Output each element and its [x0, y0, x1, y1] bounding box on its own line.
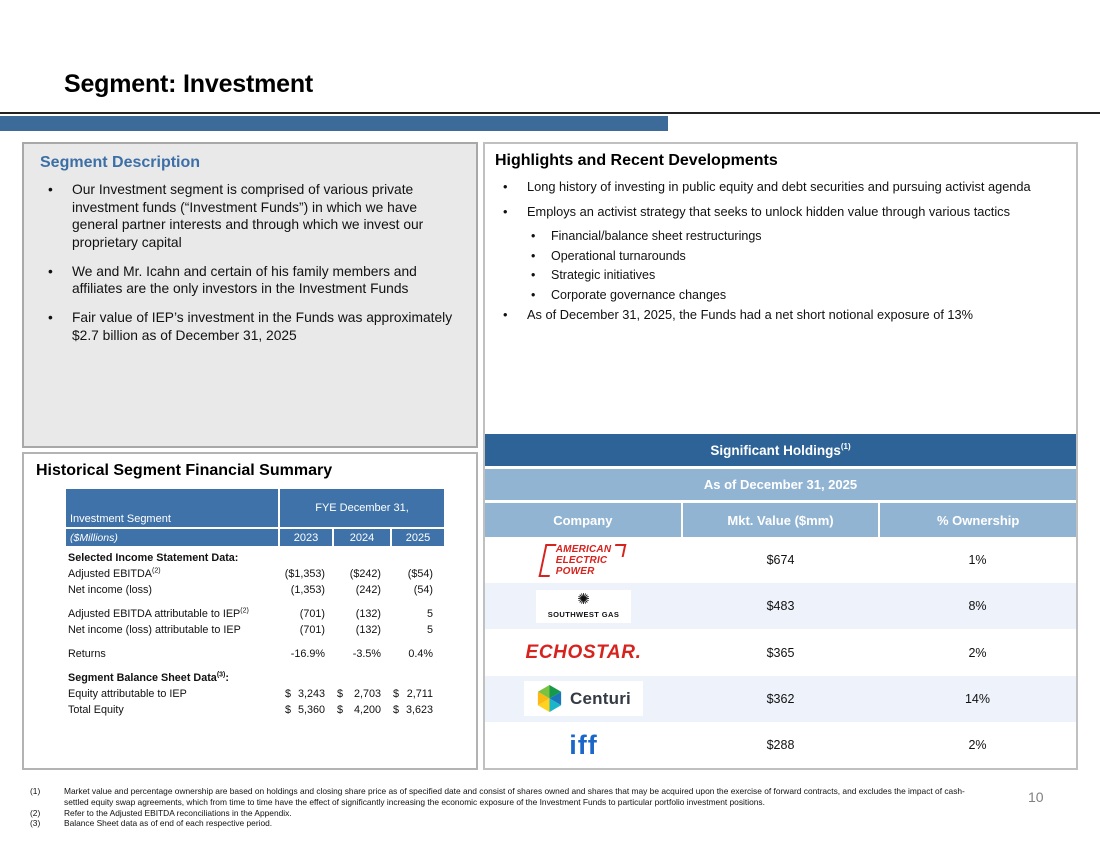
financial-table-row	[66, 606, 444, 622]
financial-value-cell: (242)	[355, 584, 381, 596]
footnote-text: Market value and percentage ownership are based on holdings and closing share price as of specified date and consist of shares owned and shares that may be acquired upon the exercise of forward contracts, and excludes the impact of cash-settled equity swap agreements, which from time to time have the effect of significantly increasing the economic exposure of the Investment Funds to particular portfolio investment positions.	[64, 786, 965, 807]
bullet-glyph: •	[531, 287, 536, 302]
financial-value-cell: (701)	[299, 624, 325, 636]
holdings-row	[485, 537, 1076, 583]
holdings-col-ownership: % Ownership	[880, 503, 1076, 537]
mkt-value-cell: $483	[766, 599, 795, 614]
financial-row-label: Segment Balance Sheet Data$^{(3)}$:	[68, 671, 229, 684]
segment-description-bullet	[40, 181, 460, 252]
holdings-title: Significant Holdings (1)	[485, 434, 1076, 466]
financial-table-units-label: ($Millions)	[66, 529, 278, 546]
footnote-text: Balance Sheet data as of end of each respective period.	[64, 818, 273, 829]
bullet-glyph: •	[48, 263, 53, 279]
holdings-row	[485, 722, 1076, 768]
page-title: Segment: Investment	[64, 70, 314, 98]
aep-right-bracket	[613, 544, 627, 557]
financial-table-header	[66, 489, 444, 546]
highlights-bullet	[523, 288, 1062, 304]
southwest-gas-logo-text: SOUTHWEST GAS	[547, 609, 620, 619]
amount: 4,200	[353, 704, 381, 716]
financial-table-row	[66, 686, 444, 702]
bullet-glyph: •	[48, 309, 53, 325]
financial-value-cell	[330, 688, 386, 700]
bullet-text: As of December 31, 2025, the Funds had a net short notional exposure of 13%	[527, 307, 974, 323]
centuri-hexagon-icon	[536, 685, 563, 712]
financial-value-cell: 5	[426, 624, 433, 636]
footnote	[30, 818, 988, 829]
financial-value-cell	[330, 704, 386, 716]
dollar-sign: $	[393, 688, 400, 700]
financial-row-label: Selected Income Statement Data:	[68, 552, 239, 564]
amount: 3,243	[297, 688, 325, 700]
holdings-row	[485, 676, 1076, 722]
holdings-col-company: Company	[485, 503, 681, 537]
footnote-number: (3)	[30, 818, 41, 829]
ownership-cell: 14%	[964, 691, 991, 706]
financial-table-year-2023: 2023	[280, 529, 332, 546]
mkt-value-cell: $365	[766, 645, 795, 660]
holdings-rows	[485, 537, 1076, 768]
financial-value-cell	[278, 704, 330, 716]
bullet-glyph: •	[531, 248, 536, 263]
centuri-logo-text: Centuri	[570, 688, 631, 708]
mkt-value-cell: $362	[766, 691, 795, 706]
highlights-bullet	[523, 268, 1062, 284]
financial-value-cell: 5	[426, 608, 433, 620]
financial-row-spacer	[66, 638, 444, 646]
financial-row-label: Equity attributable to IEP	[68, 688, 187, 700]
financial-table-row	[66, 550, 444, 566]
bullet-text: Corporate governance changes	[551, 287, 727, 302]
holdings-row	[485, 629, 1076, 675]
dollar-sign: $	[285, 688, 292, 700]
footnotes	[30, 786, 988, 829]
footnote	[30, 808, 988, 819]
mkt-value-cell: $288	[766, 737, 795, 752]
southwest-gas-logo	[536, 590, 631, 623]
echostar-logo: ECHOSTAR .	[526, 642, 642, 664]
financial-table-row	[66, 582, 444, 598]
ownership-cell: 1%	[968, 553, 987, 568]
company-cell	[485, 681, 682, 716]
ownership-cell: 2%	[968, 645, 987, 660]
highlights-panel	[483, 142, 1078, 770]
amount: 3,623	[405, 704, 433, 716]
financial-table-year-2024: 2024	[334, 529, 390, 546]
financial-value-cell: ($242)	[349, 568, 381, 580]
financial-summary-panel	[22, 452, 478, 770]
segment-description-panel	[22, 142, 478, 448]
company-cell	[485, 642, 682, 664]
financial-table-year-2025: 2025	[392, 529, 444, 546]
highlights-list	[495, 179, 1062, 323]
bullet-glyph: •	[503, 203, 508, 219]
amount: 2,711	[406, 688, 433, 700]
dollar-sign: $	[337, 688, 344, 700]
title-accent-bar	[0, 116, 668, 131]
segment-description-bullet	[40, 309, 460, 344]
amount: 5,360	[297, 704, 325, 716]
financial-row-label: Adjusted EBITDA$^{(2)}$	[68, 567, 161, 580]
dollar-sign: $	[337, 704, 344, 716]
title-rule	[0, 112, 1100, 114]
financial-value-cell: (1,353)	[290, 584, 325, 596]
footnote-text: Refer to the Adjusted EBITDA reconciliations in the Appendix.	[64, 807, 292, 818]
bullet-glyph: •	[503, 307, 508, 323]
financial-value-cell: -3.5%	[352, 648, 381, 660]
bullet-text: Strategic initiatives	[551, 268, 656, 283]
bullet-text: Financial/balance sheet restructurings	[551, 228, 762, 243]
footnote-number: (1)	[30, 786, 41, 796]
financial-row-label: Adjusted EBITDA attributable to IEP$^{(2)}$	[68, 607, 249, 620]
financial-value-cell	[278, 688, 330, 700]
financial-value-cell: ($1,353)	[284, 568, 325, 580]
bullet-glyph: •	[531, 268, 536, 283]
american-electric-power-logo	[542, 544, 626, 577]
company-cell	[485, 590, 682, 623]
financial-value-cell	[386, 688, 438, 700]
holdings-table	[485, 434, 1076, 768]
page-number: 10	[1028, 789, 1044, 805]
financial-row-label: Net income (loss) attributable to IEP	[68, 624, 241, 636]
dollar-sign: $	[393, 704, 400, 716]
aep-logo-text: AMERICAN ELECTRIC POWER	[555, 543, 612, 577]
bullet-glyph: •	[503, 179, 508, 194]
financial-row-spacer	[66, 662, 444, 670]
financial-table-row	[66, 566, 444, 582]
financial-table-row	[66, 622, 444, 638]
segment-description-heading: Segment Description	[40, 154, 201, 171]
bullet-glyph: •	[48, 182, 53, 197]
ownership-cell: 8%	[968, 599, 987, 614]
holdings-title-text: Significant Holdings	[710, 442, 841, 458]
financial-row-label: Returns	[68, 648, 106, 660]
financial-value-cell: (701)	[299, 608, 325, 620]
bullet-text: Employs an activist strategy that seeks to unlock hidden value through various tactics	[527, 203, 1010, 219]
financial-value-cell: (54)	[413, 584, 433, 596]
holdings-col-mkt-value: Mkt. Value ($mm)	[683, 503, 879, 537]
financial-table-body	[66, 550, 444, 718]
highlights-bullet	[523, 249, 1062, 265]
financial-value-cell: (132)	[355, 624, 381, 636]
company-cell	[485, 729, 682, 760]
financial-table-corner-label: Investment Segment	[66, 489, 278, 527]
highlights-bullet	[495, 204, 1062, 220]
bullet-glyph: •	[531, 228, 536, 243]
bullet-text: Our Investment segment is comprised of various private investment funds (“Investment Funds”) in which we have general partner interests and through which we invest our proprietary capital	[72, 182, 424, 250]
financial-row-spacer	[66, 598, 444, 606]
financial-value-cell: (132)	[355, 608, 381, 620]
financial-table-row	[66, 670, 444, 686]
financial-value-cell	[386, 704, 438, 716]
bullet-text: Fair value of IEP’s investment in the Funds was approximately $2.7 billion as of December 31, 2025	[72, 309, 453, 343]
highlights-bullet	[495, 179, 1062, 195]
footnote	[30, 786, 988, 808]
bullet-text: Long history of investing in public equity and debt securities and pursuing activist agenda	[527, 179, 1031, 194]
financial-summary-table	[66, 489, 444, 718]
southwest-gas-gear-icon: ✺	[577, 591, 590, 609]
segment-description-list	[40, 181, 460, 344]
holdings-column-headers	[485, 503, 1076, 537]
centuri-logo	[524, 681, 643, 716]
holdings-subtitle: As of December 31, 2025	[485, 469, 1076, 500]
footnote-number: (2)	[30, 807, 41, 818]
mkt-value-cell: $674	[766, 553, 795, 568]
financial-summary-heading: Historical Segment Financial Summary	[36, 462, 333, 479]
holdings-row	[485, 583, 1076, 629]
bullet-text: Operational turnarounds	[551, 248, 686, 263]
dollar-sign: $	[285, 704, 292, 716]
financial-table-row	[66, 646, 444, 662]
bullet-text: We and Mr. Icahn and certain of his family members and affiliates are the only investors in the Investment Funds	[72, 263, 417, 297]
financial-value-cell: ($54)	[407, 568, 433, 580]
company-cell	[485, 544, 682, 577]
financial-table-group-header: FYE December 31,	[280, 489, 444, 527]
amount: 2,703	[353, 688, 381, 700]
aep-left-bracket	[538, 544, 556, 577]
financial-value-cell: 0.4%	[408, 648, 433, 660]
segment-description-bullet	[40, 263, 460, 298]
highlights-bullet	[495, 307, 1062, 323]
highlights-bullet	[523, 229, 1062, 245]
financial-row-label: Total Equity	[68, 704, 124, 716]
financial-value-cell: -16.9%	[290, 648, 325, 660]
highlights-heading: Highlights and Recent Developments	[495, 152, 778, 169]
ownership-cell: 2%	[968, 737, 987, 752]
financial-table-row	[66, 702, 444, 718]
financial-row-label: Net income (loss)	[68, 584, 152, 596]
iff-logo: iff	[569, 729, 598, 760]
